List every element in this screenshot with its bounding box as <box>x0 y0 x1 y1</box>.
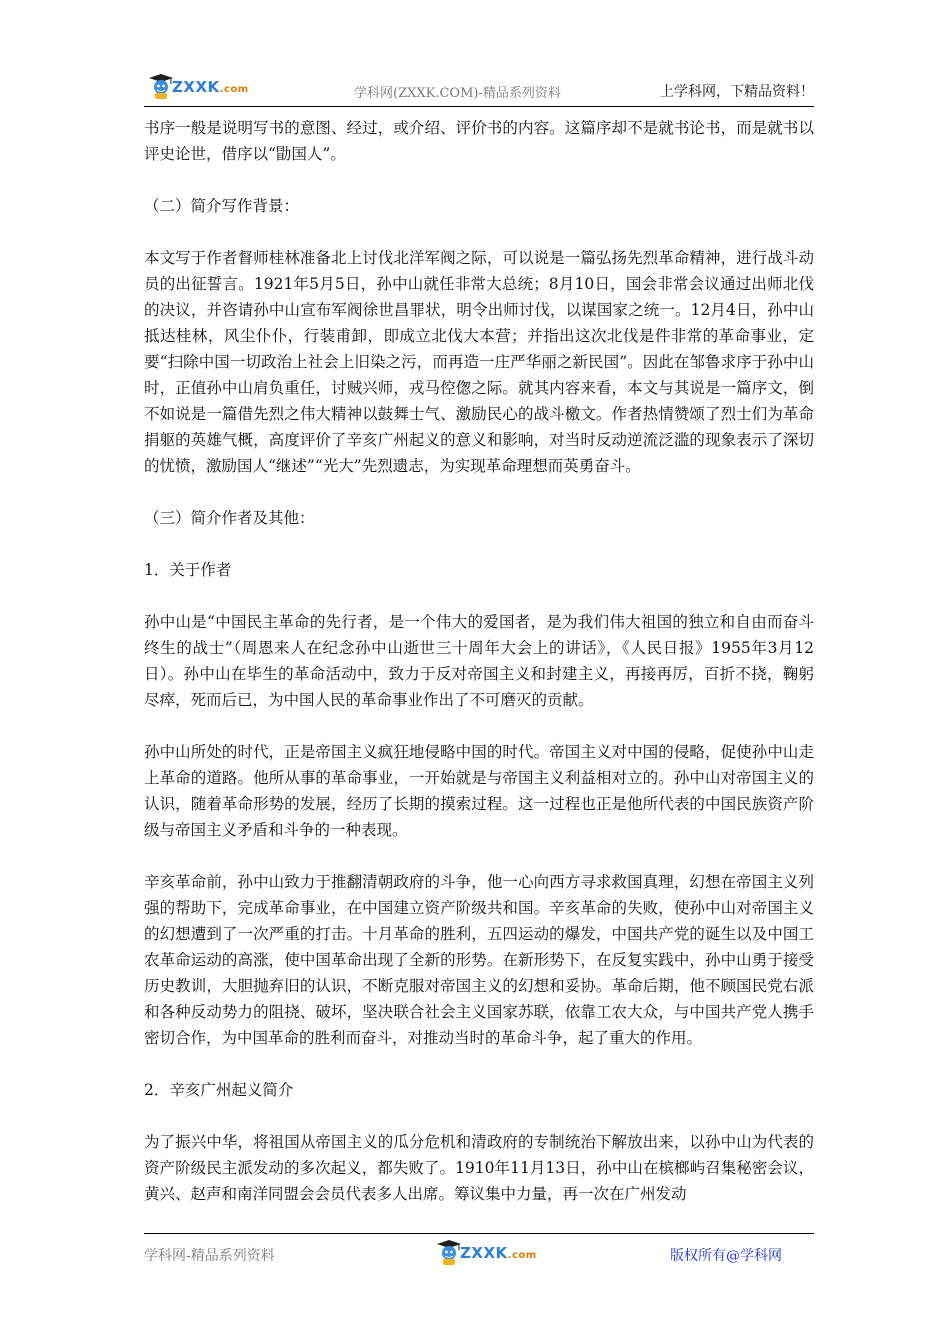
page-footer <box>144 1238 814 1268</box>
paragraph-guangzhou-uprising: 为了振兴中华，将祖国从帝国主义的瓜分危机和清政府的专制统治下解放出来，以孙中山为代表的资产阶级民主派发动的多次起义，都失败了。1910年11月13日，孙中山在槟榔屿召集秘密会议，黄兴、赵声和南洋同盟会会员代表多人出席。筹议集中力量，再一次在广州发动 <box>144 1133 814 1203</box>
paragraph-preface: 书序一般是说明写书的意图、经过，或介绍、评价书的内容。这篇序却不是就书论书，而是就书以评史论世，借序以“勖国人”。 <box>144 119 814 163</box>
document-body <box>144 115 814 1233</box>
heading-author-and-other: （三）简介作者及其他： <box>144 509 315 527</box>
logo-text: ZXXK <box>172 78 220 96</box>
page-header <box>144 72 814 104</box>
paragraph-background: 本文写于作者督师桂林准备北上讨伐北洋军阀之际，可以说是一篇弘扬先烈革命精神，进行战斗动员的出征誓言。1921年5月5日，孙中山就任非常大总统；8月10日，国会非常会议通过出师北伐的决议，并咨请孙中山宣布军阀徐世昌罪状，明令出师讨伐，以谋国家之统一。12月4日，孙中山抵达桂林，风尘仆仆，行装甫卸，即成立北伐大本营；并指出这次北伐是件非常的革命事业，定要“扫除中国一切政治上社会上旧染之污，而再造一庄严华丽之新民国”。因此在邹鲁求序于孙中山时，正值孙中山肩负重任，讨贼兴师，戎马倥偬之际。就其内容来看，本文与其说是一篇序文，倒不如说是一篇借先烈之伟大精神以鼓舞士气、激励民心的战斗檄文。作者热情赞颂了烈士们为革命捐躯的英雄气概，高度评价了辛亥广州起义的意义和影响，对当时反动逆流泛滥的现象表示了深切的忧愤，激励国人“继述”“光大”先烈遗志，为实现革命理想而英勇奋斗。 <box>144 249 814 475</box>
footer-logo-text: ZXXK <box>460 1244 508 1262</box>
header-slogan: 上学科网，下精品资料！ <box>660 84 814 100</box>
header-divider <box>144 106 814 107</box>
zxxk-logo <box>144 72 248 100</box>
footer-copyright-link[interactable]: 版权所有@学科网 <box>670 1248 782 1264</box>
footer-divider <box>144 1233 814 1234</box>
paragraph-before-revolution: 辛亥革命前，孙中山致力于推翻清朝政府的斗争，他一心向西方寻求救国真理，幻想在帝国主义列强的帮助下，完成革命事业，在中国建立资产阶级共和国。辛亥革命的失败，使孙中山对帝国主义的幻想遭到了一次严重的打击。十月革命的胜利，五四运动的爆发，中国共产党的诞生以及中国工农革命运动的高涨，使中国革命出现了全新的形势。在新形势下，在反复实践中，孙中山勇于接受历史教训，大胆抛弃旧的认识，不断克服对帝国主义的幻想和妥协。革命后期，他不顾国民党右派和各种反动势力的阻挠、破坏，坚决联合社会主义国家苏联，依靠工农大众，与中国共产党人携手密切合作，为中国革命的胜利而奋斗，对推动当时的革命斗争，起了重大的作用。 <box>144 873 814 1047</box>
footer-logo-domain: .com <box>507 1250 537 1261</box>
footer-zxxk-logo <box>432 1238 536 1266</box>
paragraph-era: 孙中山所处的时代，正是帝国主义疯狂地侵略中国的时代。帝国主义对中国的侵略，促使孙中山走上革命的道路。他所从事的革命事业，一开始就是与帝国主义利益相对立的。孙中山对帝国主义的认识，随着革命形势的发展，经历了长期的摸索过程。这一过程也正是他所代表的中国民族资产阶级与帝国主义矛盾和斗争的一种表现。 <box>144 743 814 839</box>
header-site-title: 学科网(ZXXK.COM)-精品系列资料 <box>354 86 561 101</box>
logo-domain: .com <box>219 84 249 95</box>
footer-site-label: 学科网-精品系列资料 <box>144 1248 275 1264</box>
heading-guangzhou-uprising: 2．辛亥广州起义简介 <box>144 1081 294 1099</box>
paragraph-author-intro: 孙中山是“中国民主革命的先行者，是一个伟大的爱国者，是为我们伟大祖国的独立和自由而奋斗终生的战士”（周恩来人在纪念孙中山逝世三十周年大会上的讲话》，《人民日报》1955年3月12日）。孙中山在毕生的革命活动中，致力于反对帝国主义和封建主义，再接再厉，百折不挠，鞠躬尽瘁，死而后已，为中国人民的革命事业作出了不可磨灭的贡献。 <box>144 613 814 709</box>
heading-about-author: 1．关于作者 <box>144 561 232 579</box>
heading-background: （二）简介写作背景： <box>144 197 300 215</box>
